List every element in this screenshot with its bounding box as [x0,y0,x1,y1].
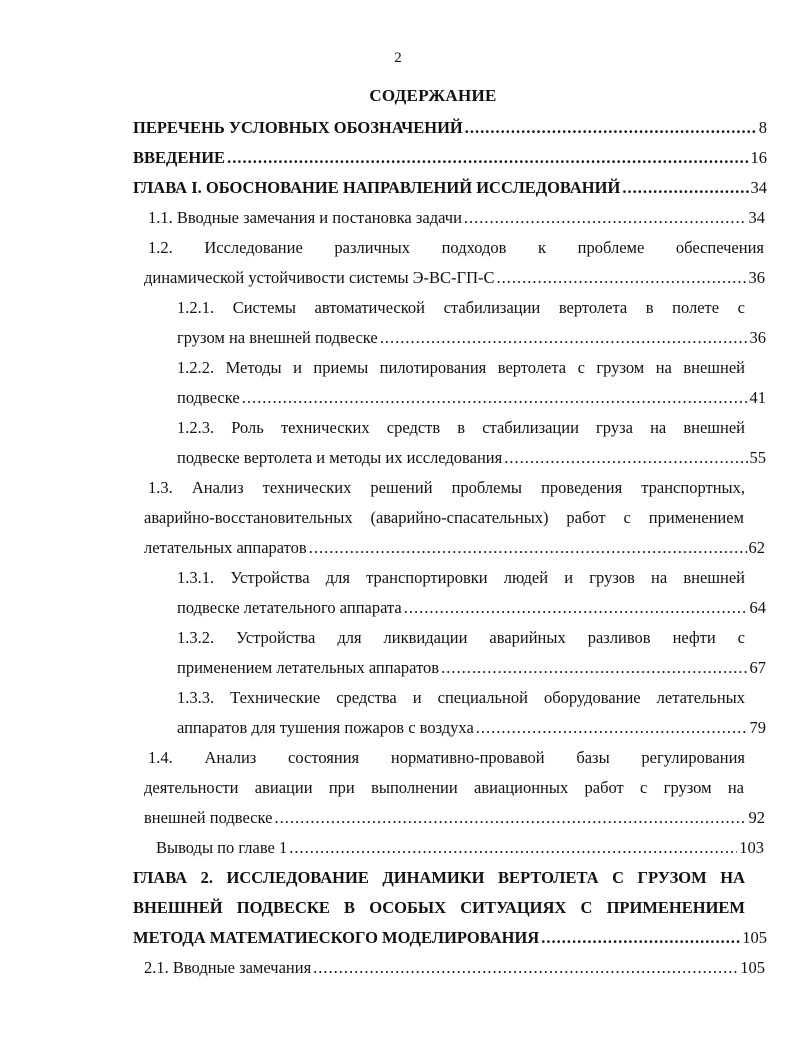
toc-entry-title-line: применением летательных аппаратов [177,658,440,677]
toc-entry [0,113,796,143]
toc-entry [0,653,796,683]
toc-entry-title-line: аппаратов для тушения пожаров с воздуха [177,718,474,737]
toc-entry [0,473,796,503]
toc-entry [0,893,796,923]
toc-entry [0,353,796,383]
toc-entry [0,953,796,983]
toc-entry [0,713,796,743]
toc-entry-title: 2.1. Вводные замечания [144,958,312,977]
dot-leader [309,533,747,563]
toc-entry-title-line: аварийно-восстановительных (аварийно-спасательных) работ с применением [144,508,744,527]
toc-entry [0,203,796,233]
toc-entry-title: Выводы по главе 1 [156,838,288,857]
dot-leader [622,173,748,203]
dot-leader [227,143,748,173]
toc-entry-page: 92 [748,808,765,827]
toc-entry-title-line: подвеске вертолета и методы их исследования [177,448,503,467]
toc-entry-title-line: грузом на внешней подвеске [177,328,378,347]
toc-entry-title-line: подвеске [177,388,240,407]
toc-entry-title: 1.1. Вводные замечания и постановка задачи [148,208,462,227]
dot-leader [504,443,747,473]
toc-entry-title-line: подвеске летательного аппарата [177,598,402,617]
toc-entry-title-line: 1.3.2. Устройства для ликвидации аварийных разливов нефти с [177,628,745,647]
toc-entry-title-line: 1.2.2. Методы и приемы пилотирования вертолета с грузом на внешней [177,358,745,377]
page-title: СОДЕРЖАНИЕ [369,86,497,105]
toc-entry-title-line: деятельности авиации при выполнении авиационных работ с грузом на [144,778,744,797]
dot-leader [313,953,738,983]
page-number: 2 [394,50,402,66]
toc-entry-page: 64 [749,598,766,617]
toc-entry-page: 34 [750,178,767,197]
toc-entry [0,773,796,803]
toc-entry-page: 36 [748,268,765,287]
toc-entry-page: 34 [748,208,765,227]
dot-leader [441,653,747,683]
toc-entry [0,263,796,293]
toc-entry [0,593,796,623]
toc-entry-title-line: динамической устойчивости системы Э-ВС-ГП-С [144,268,495,287]
toc-entry-title-line: 1.2. Исследование различных подходов к проблеме обеспечения [148,238,764,257]
toc-entry [0,233,796,263]
dot-leader [476,713,748,743]
toc-entry [0,923,796,953]
toc-entry-page: 8 [758,118,767,137]
toc-entry [0,743,796,773]
dot-leader [541,923,740,953]
toc-entry [0,443,796,473]
toc-entry-page: 55 [749,448,766,467]
toc-entry-title-line: 1.3.1. Устройства для транспортировки людей и грузов на внешней [177,568,745,587]
dot-leader [465,113,757,143]
dot-leader [274,803,746,833]
toc-entry-page: 36 [749,328,766,347]
toc-entry-title-line: ГЛАВА 2. ИССЛЕДОВАНИЕ ДИНАМИКИ ВЕРТОЛЕТА С ГРУЗОМ НА [133,868,745,887]
toc-entry [0,383,796,413]
toc-entry-title: ПЕРЕЧЕНЬ УСЛОВНЫХ ОБОЗНАЧЕНИЙ [133,118,463,137]
toc-entry-page: 16 [750,148,767,167]
toc-entry [0,533,796,563]
toc-entry [0,803,796,833]
toc-entry-page: 103 [739,838,764,857]
dot-leader [404,593,748,623]
toc-entry-title-line: МЕТОДА МАТЕМАТИЕСКОГО МОДЕЛИРОВАНИЯ [133,928,540,947]
toc-entry [0,323,796,353]
toc-entry [0,623,796,653]
dot-leader [289,833,737,863]
toc-entry-title-line: летательных аппаратов [144,538,307,557]
toc-entry-title-line: 1.3.3. Технические средства и специальной оборудование летательных [177,688,745,707]
toc-entry [0,833,796,863]
dot-leader [380,323,748,353]
toc-entry [0,503,796,533]
toc-entry-title: ГЛАВА I. ОБОСНОВАНИЕ НАПРАВЛЕНИЙ ИССЛЕДОВАНИЙ [133,178,621,197]
dot-leader [464,203,747,233]
toc-entry [0,413,796,443]
toc-entry [0,173,796,203]
toc-entry-page: 79 [749,718,766,737]
table-of-contents [0,113,796,983]
toc-entry-page: 105 [742,928,767,947]
toc-entry-title-line: 1.3. Анализ технических решений проблемы проведения транспортных, [148,478,745,497]
toc-entry [0,563,796,593]
toc-entry-page: 62 [748,538,765,557]
toc-entry-title-line: 1.4. Анализ состояния нормативно-провавой базы регулирования [148,748,745,767]
toc-entry [0,683,796,713]
dot-leader [242,383,748,413]
toc-entry-page: 67 [749,658,766,677]
toc-entry-title-line: 1.2.3. Роль технических средств в стабилизации груза на внешней [177,418,745,437]
toc-entry [0,863,796,893]
toc-entry-title-line: ВНЕШНЕЙ ПОДВЕСКЕ В ОСОБЫХ СИТУАЦИЯХ С ПРИМЕНЕНИЕМ [133,898,745,917]
toc-entry [0,293,796,323]
toc-entry-page: 105 [740,958,765,977]
toc-entry-title-line: 1.2.1. Системы автоматической стабилизации вертолета в полете с [177,298,745,317]
toc-entry [0,143,796,173]
toc-entry-page: 41 [749,388,766,407]
toc-entry-title-line: внешней подвеске [144,808,273,827]
dot-leader [497,263,747,293]
toc-entry-title: ВВЕДЕНИЕ [133,148,226,167]
